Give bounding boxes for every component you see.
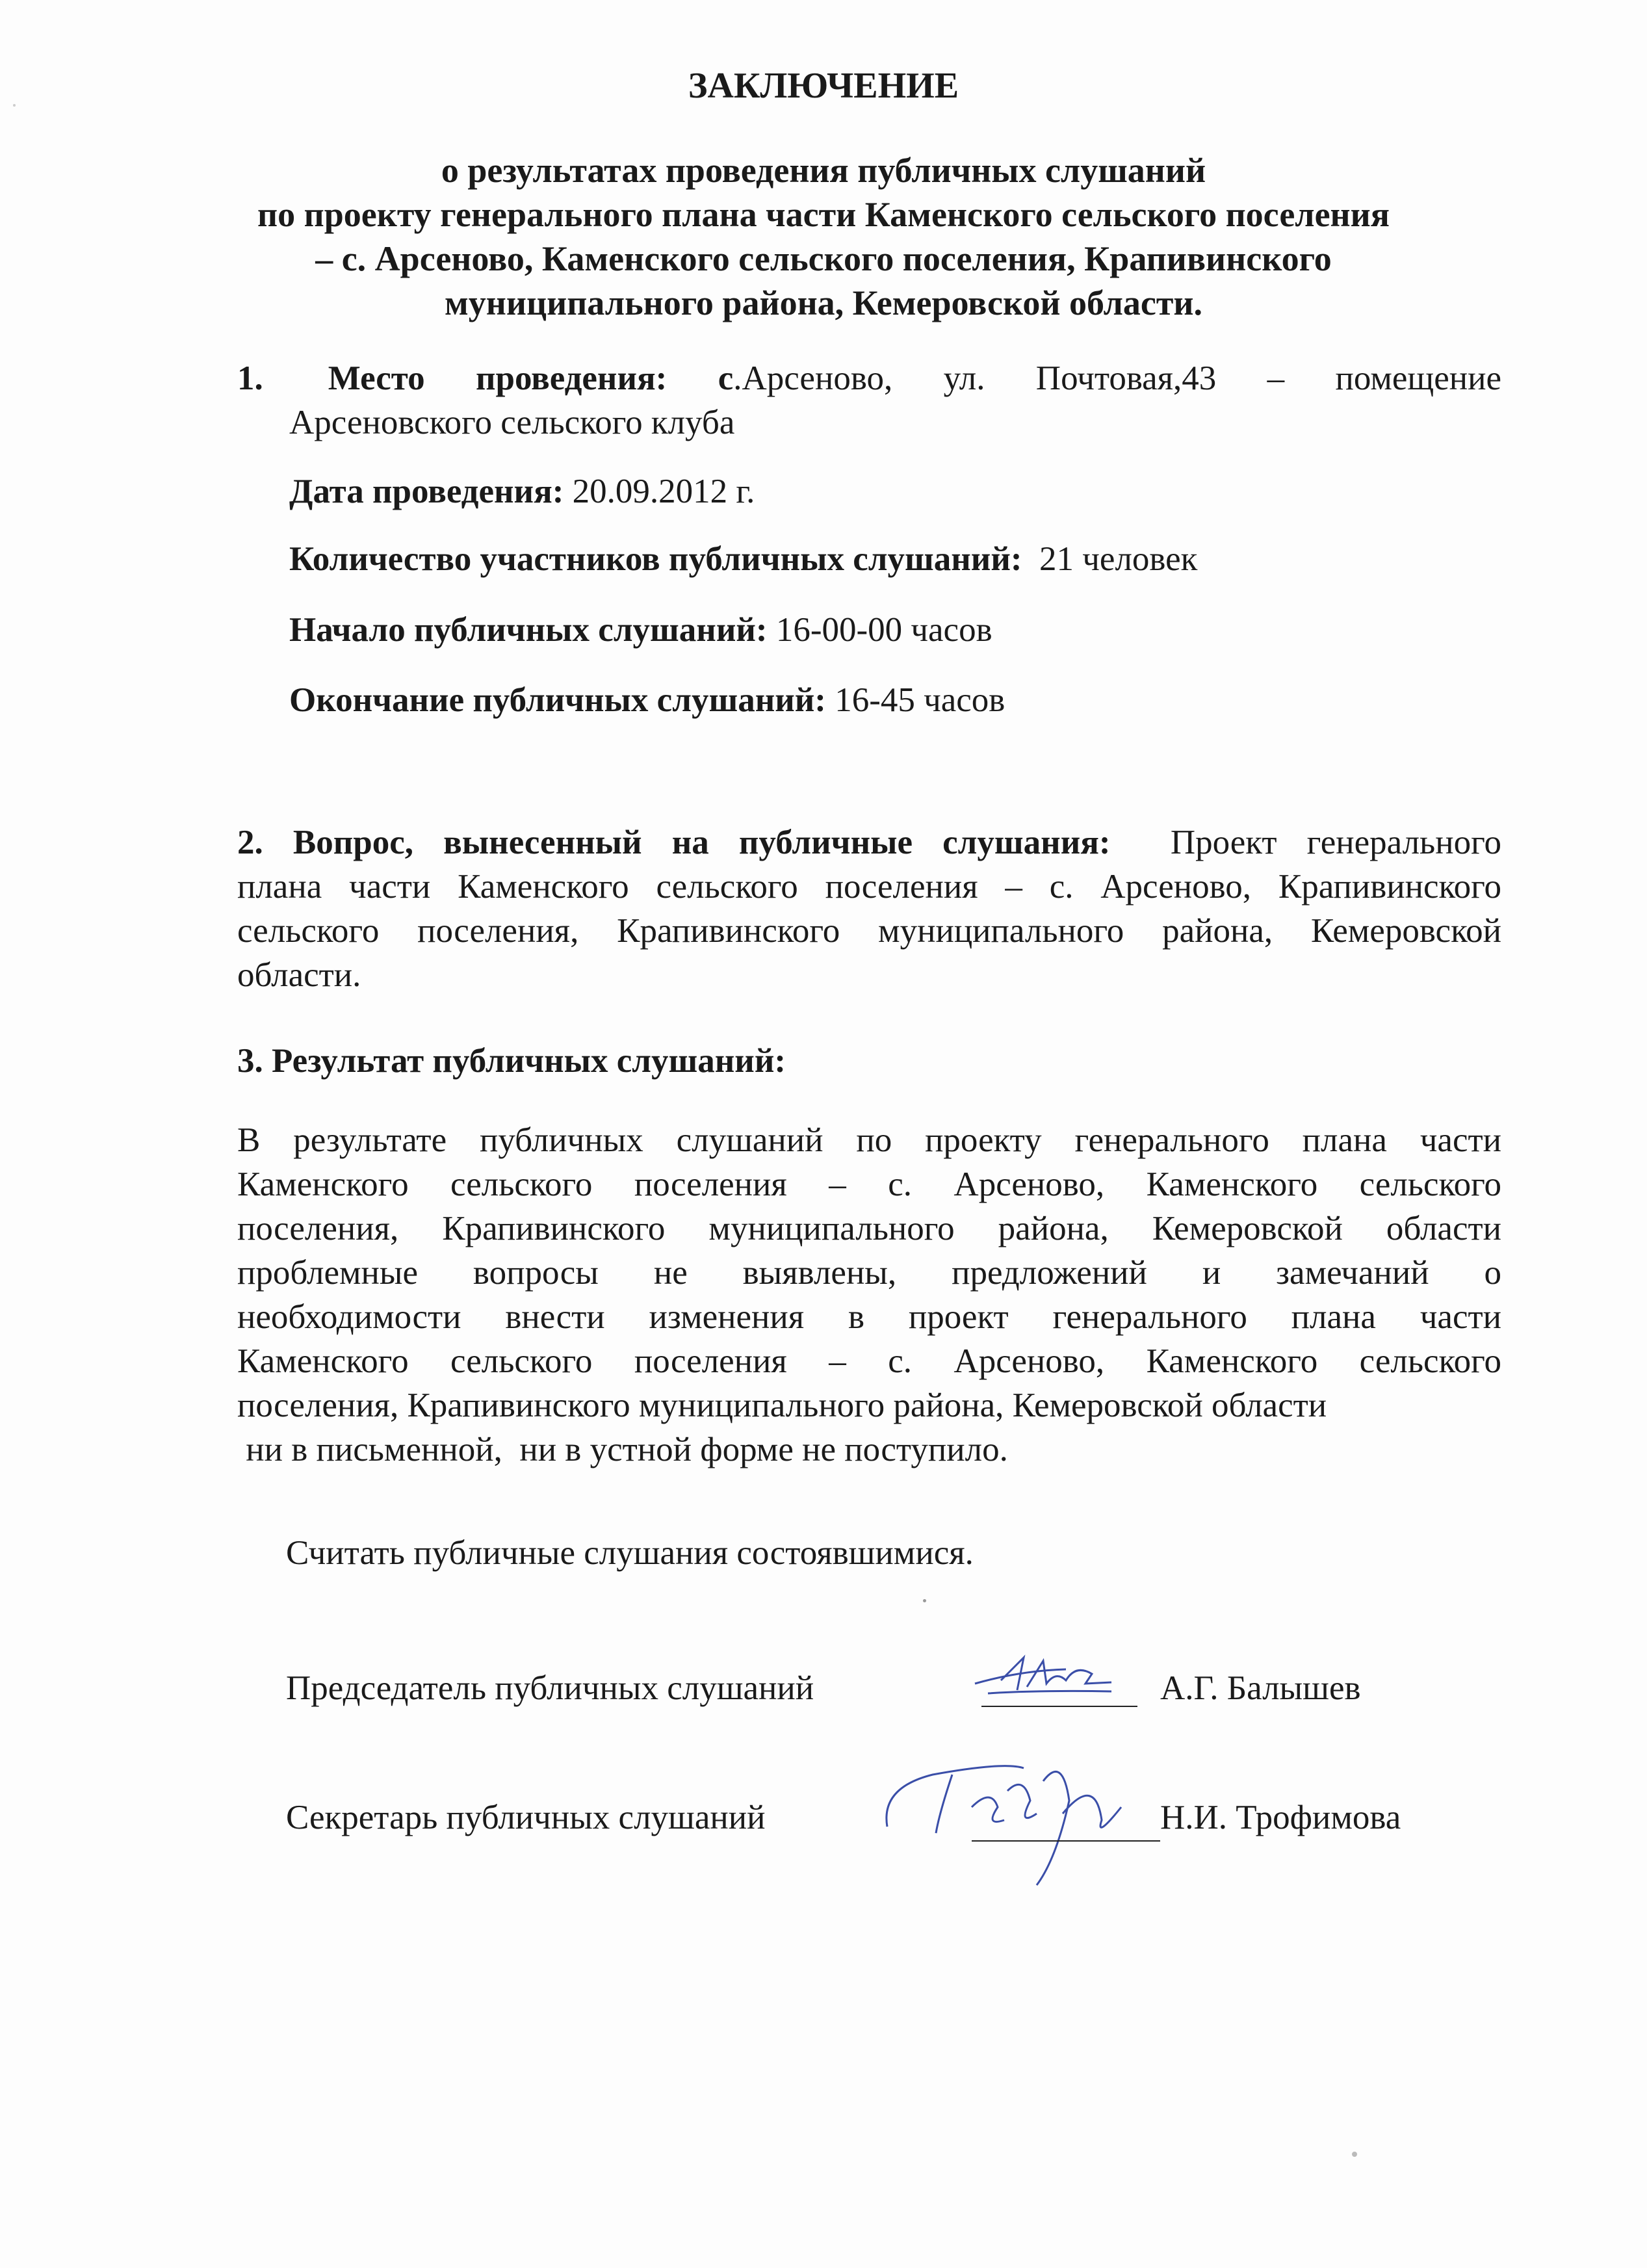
section3-line-6: Каменского сельского поселения – с. Арсеново, Каменского сельского — [237, 1342, 1501, 1380]
document-title: ЗАКЛЮЧЕНИЕ — [688, 66, 959, 106]
end-value: 16-45 часов — [825, 681, 1005, 719]
scan-speck — [923, 1599, 926, 1602]
section1-number: 1. — [237, 359, 263, 397]
place-prefix: с — [718, 359, 734, 397]
section3-line-4: проблемные вопросы не выявлены, предложений и замечаний о — [237, 1254, 1501, 1292]
subtitle-line-1: о результатах проведения публичных слушаний — [441, 151, 1206, 190]
section2-line-3: сельского поселения, Крапивинского муниципального района, Кемеровской — [237, 912, 1501, 950]
scan-speck — [1352, 2152, 1357, 2157]
section3-line-8: ни в письменной, ни в устной форме не поступило. — [237, 1431, 1008, 1468]
section2-line-4: области. — [237, 956, 361, 994]
participants-row — [289, 537, 1197, 581]
place-value-line2: Арсеновского сельского клуба — [289, 404, 735, 441]
date-row — [289, 469, 755, 514]
place-label: Место проведения: — [328, 359, 668, 397]
start-row — [289, 608, 992, 652]
date-label: Дата проведения: — [289, 473, 564, 510]
chair-role: Председатель публичных слушаний — [286, 1669, 814, 1707]
section2-line-1 — [237, 820, 1501, 865]
secretary-signature — [874, 1729, 1167, 1898]
subtitle-line-3: – с. Арсеново, Каменского сельского поселения, Крапивинского — [315, 239, 1332, 278]
section2-text-1: Проект генерального — [1170, 824, 1502, 861]
start-label: Начало публичных слушаний: — [289, 611, 768, 649]
conclusion-text: Считать публичные слушания состоявшимися. — [286, 1534, 974, 1572]
secretary-name: Н.И. Трофимова — [1160, 1799, 1401, 1836]
section3-line-2: Каменского сельского поселения – с. Арсеново, Каменского сельского — [237, 1166, 1501, 1203]
subtitle-line-4: муниципального района, Кемеровской области. — [444, 283, 1203, 322]
section1-place — [237, 356, 1501, 400]
participants-label: Количество участников публичных слушаний: — [289, 540, 1022, 578]
section3-label-text: 3. Результат публичных слушаний: — [237, 1042, 786, 1080]
section3-line-1: В результате публичных слушаний по проекту генерального плана части — [237, 1121, 1501, 1159]
section3-line-5: необходимости внести изменения в проект генерального плана части — [237, 1298, 1501, 1336]
section3-line-3: поселения, Крапивинского муниципального района, Кемеровской области — [237, 1210, 1501, 1247]
end-row — [289, 678, 1005, 722]
participants-value: 21 человек — [1022, 540, 1198, 578]
place-value-line1: .Арсеново, ул. Почтовая,43 – помещение — [733, 359, 1502, 397]
date-value: 20.09.2012 г. — [564, 473, 755, 510]
end-label: Окончание публичных слушаний: — [289, 681, 826, 719]
subtitle-line-2: по проекту генерального плана части Каменского сельского поселения — [257, 195, 1390, 234]
section2-line-2: плана части Каменского сельского поселения – с. Арсеново, Крапивинского — [237, 868, 1501, 906]
section2-label: 2. Вопрос, вынесенный на публичные слушания: — [237, 824, 1111, 861]
section3-line-7: поселения, Крапивинского муниципального района, Кемеровской области — [237, 1387, 1327, 1424]
chair-name: А.Г. Балышев — [1160, 1669, 1361, 1707]
start-value: 16-00-00 часов — [767, 611, 992, 649]
secretary-role: Секретарь публичных слушаний — [286, 1799, 766, 1836]
chair-signature — [962, 1645, 1157, 1716]
section3-label — [237, 1039, 1501, 1083]
scan-speck — [13, 104, 16, 107]
